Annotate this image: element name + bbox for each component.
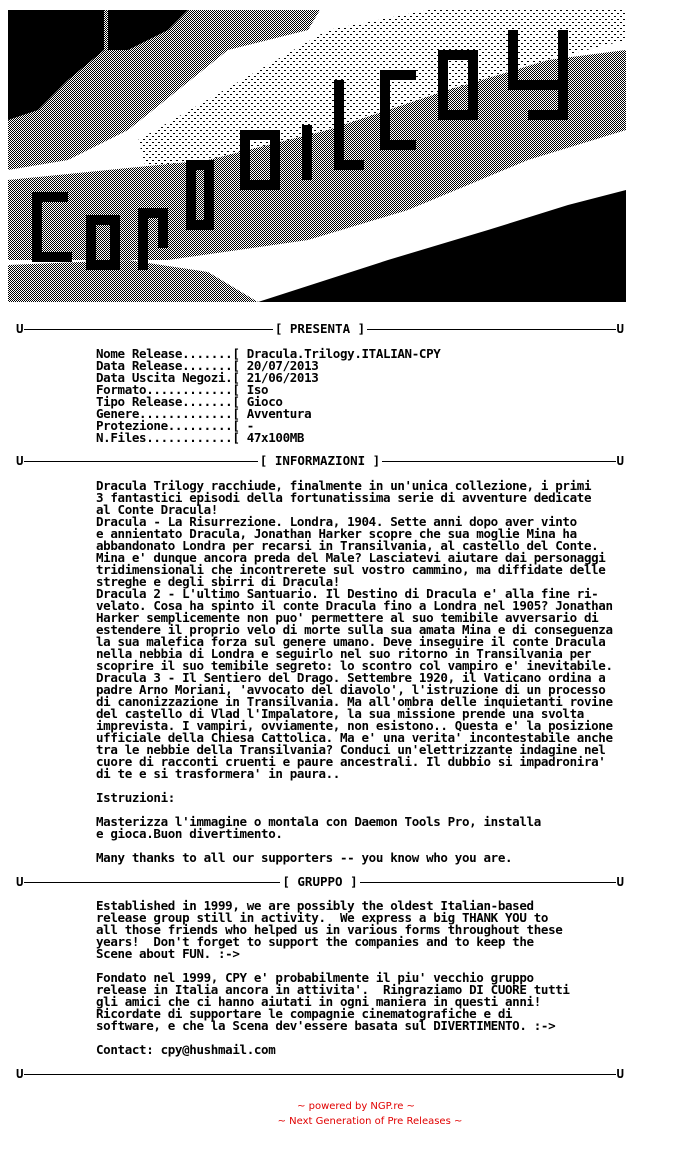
section-title-presenta: [ PRESENTA ] <box>274 321 366 336</box>
divider-end-right: U <box>616 874 624 889</box>
divider-end-right: U <box>616 453 624 468</box>
section-title-informazioni: [ INFORMAZIONI ] <box>259 453 381 468</box>
ascii-art-logo <box>8 10 626 302</box>
section-divider-informazioni <box>16 455 624 467</box>
divider-end-left: U <box>16 453 24 468</box>
divider-end-left: U <box>16 1066 24 1081</box>
divider-end-right: U <box>616 321 624 336</box>
divider-end-left: U <box>16 321 24 336</box>
section-divider-gruppo <box>16 876 624 888</box>
section-divider-presenta <box>16 323 624 335</box>
release-info-block: Nome Release.......[ Dracula.Trilogy.ITALIAN-CPY Data Release.......[ 20/07/2013 Data Uscita Negozi.[ 21/06/2013 Formato............[ Iso Tipo Release.......[ Gioco Genere.............[ Avventura Protezione.........[ - N.Files............[ 47x100MB <box>96 346 441 445</box>
description-text: Dracula Trilogy racchiude, finalmente in un'unica collezione, i primi 3 fantastici episodi della fortunatissima serie di avventure dedicate al Conte Dracula! Dracula - La Risurrezione. Londra, 1904. Sette anni dopo aver vinto e annientato Dracula, Jonathan Harker scopre che sua moglie Mina ha abbandonato Londra per recarsi in Transilvania, al castello del Conte. Mina e' dunque ancora preda del Male? Lasciatevi aiutare dai personaggi tridimensionali che incontrerete sul vostro cammino, ma diffidate delle streghe e degli sbirri di Dracula! Dracula 2 - L'ultimo Santuario. Il Destino di Dracula e' alla fine ri- velato. Cosa ha spinto il conte Dracula fino a Londra nel 1905? Jonathan Harker semplicemente non puo' permettere al suo temibile avversario di estendere il proprio velo di morte sulla sua amata Mina e di conseguenza la sua malefica forza sul genere umano. Deve inseguire il conte Dracula nella nebbia di Londra e seguirlo nel suo ritorno in Transilvania per scoprire il suo temibile segreto: lo scontro col vampiro e' inevitabile. Dracula 3 - Il Sentiero del Drago. Settembre 1920, il Vaticano ordina a padre Arno Moriani, 'avvocato del diavolo', l'istruzione di un processo di canonizzazione in Transilvania. Ma all'ombra delle inquietanti rovine del castello di Vlad l'Impalatore, la sua missione prende una svolta imprevista. I vampiri, ovviamente, non esistono.. Questa e' la posizione ufficiale della Chiesa Cattolica. Ma e' una verita' incontestabile anche tra le nebbie della Transilvania? Conduci un'elettrizzante indagine nel cuore di racconti cruenti e paure ancestrali. Il dubbio si impadronira' di te e si trasformera' in paura.. <box>96 478 613 781</box>
footer-tagline: ~ Next Generation of Pre Releases ~ <box>277 1116 463 1127</box>
contact-email: Contact: cpy@hushmail.com <box>96 1042 276 1057</box>
group-text-italian: Fondato nel 1999, CPY e' probabilmente il piu' vecchio gruppo release in Italia ancora in attivita'. Ringraziamo DI CUORE tutti gli amici che ci hanno aiutati in ogni maniera in questi anni! Ricordate di supportare le compagnie cinematografiche e di software, e che la Scena dev'essere basata sul DIVERTIMENTO. :-> <box>96 970 570 1033</box>
divider-line <box>24 1074 616 1075</box>
divider-end-left: U <box>16 874 24 889</box>
group-text-english: Established in 1999, we are possibly the oldest Italian-based release group still in activity. We express a big THANK YOU to all those friends who helped us in various forms throughout these years! Don't forget to support the companies and to keep the Scene about FUN. :-> <box>96 898 563 961</box>
divider-end-right: U <box>616 1066 624 1081</box>
footer-powered-by: ~ powered by NGP.re ~ <box>297 1101 415 1112</box>
section-title-gruppo: [ GRUPPO ] <box>282 874 358 889</box>
instructions-heading: Istruzioni: <box>96 790 175 805</box>
instructions-text: Masterizza l'immagine o montala con Daemon Tools Pro, installa e gioca.Buon divertimento. <box>96 814 541 841</box>
closing-divider <box>16 1068 624 1080</box>
thanks-text: Many thanks to all our supporters -- you know who you are. <box>96 850 513 865</box>
